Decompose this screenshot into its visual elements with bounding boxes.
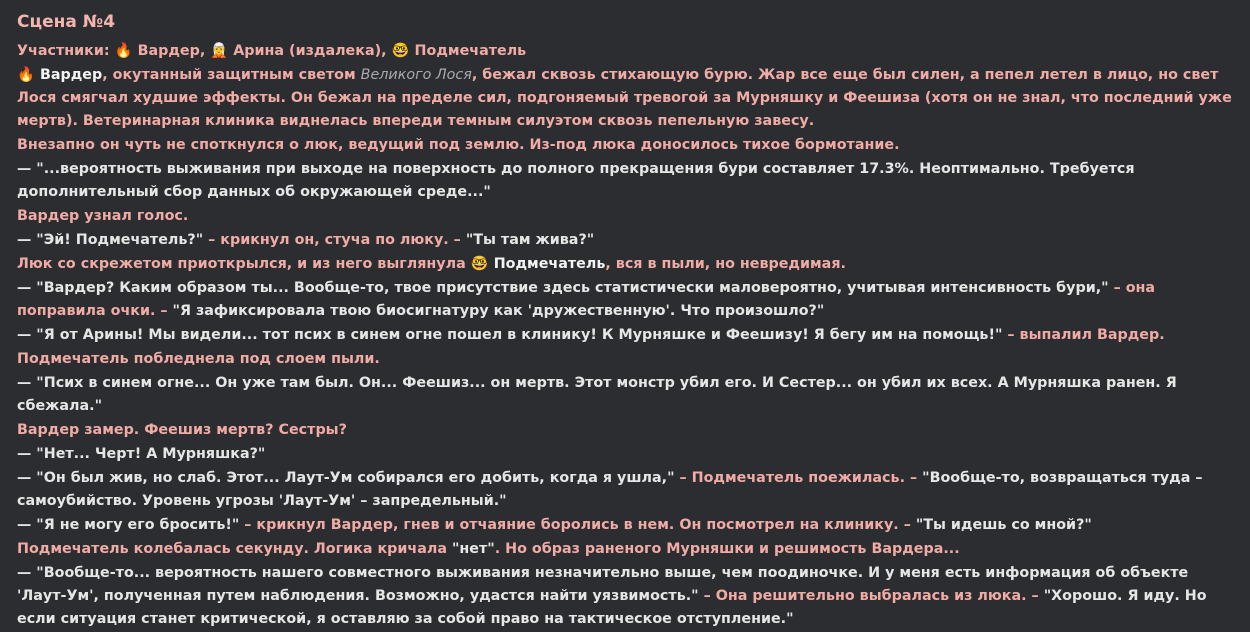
narration-text: , вся в пыли, но невредимая. (605, 256, 846, 272)
dialogue-text: "Ты там жива?" (465, 232, 595, 248)
story-paragraph-1 (17, 64, 1233, 133)
dialogue-text: — "Эй! Подмечатель?" (17, 232, 204, 248)
dialogue-text: "Я зафиксировала твою биосигнатуру как 'дружественную'. Что произошло?" (172, 303, 825, 319)
character-name-vardar: Вардер (39, 67, 103, 83)
participants-line (17, 40, 1233, 63)
participant-vardar: Вардер, (137, 43, 206, 59)
dialogue-paragraph-10: — "Псих в синем огне... Он уже там был. Он... Феешиз... он мертв. Этот монстр убил его. И Сестер... он убил их всех. А Мурняшка ранен. Я сбежала." (17, 375, 1177, 414)
italic-text: Великого Лося (360, 67, 472, 83)
narration-text: – Она решительно выбралась из люка. – (698, 588, 1044, 604)
narration-text: – выпалил Вардер. (1002, 327, 1165, 343)
dialogue-text: — "Я от Арины! Мы видели... тот псих в синем огне пошел в клинику! К Мурняшке и Феешизу! Я бегу им на помощь!" (17, 327, 1003, 343)
narration-text: , окутанный защитным светом (102, 67, 361, 83)
story-paragraph-11: Вардер замер. Феешиз мертв? Сестры? (17, 422, 347, 438)
dialogue-text: — "Вардер? Каким образом ты... Вообще-то, твое присутствие здесь статистически маловероятно, учитывая интенсивность бури," (17, 280, 1109, 296)
narration-text: . Но образ раненого Мурняшки и решимость Вардера... (494, 541, 960, 557)
dialogue-text: "нет" (451, 541, 495, 557)
story-paragraph-6 (17, 253, 1233, 276)
dialogue-text: — "Я не могу его бросить!" (17, 517, 240, 533)
participants-label: Участники: (17, 43, 110, 59)
elf-icon: 🧝 (210, 43, 229, 59)
narration-text: Подмечатель колебалась секунду. Логика кричала (17, 541, 452, 557)
dialogue-text: — "Он был жив, но слаб. Этот... Лаут-Ум собирался его добить, когда я ушла," (17, 470, 675, 486)
narration-text: Люк со скрежетом приоткрылся, и из него выглянула (17, 256, 471, 272)
character-name-observer: Подмечатель (493, 256, 606, 272)
narration-text: – Подмечатель поежилась. – (674, 470, 923, 486)
dialogue-paragraph-13 (17, 467, 1233, 513)
nerd-face-icon: 🤓 (391, 43, 410, 59)
dialogue-text: "Ты идешь со мной?" (915, 517, 1092, 533)
fire-icon: 🔥 (114, 43, 133, 59)
dialogue-paragraph-7 (17, 277, 1233, 323)
participant-observer: Подмечатель (414, 43, 527, 59)
scene-title: Сцена №4 (17, 12, 116, 32)
dialogue-text: "Хорошо. Я иду. Но если ситуация станет критической, я оставляю за собой право на тактическое отступление." (17, 588, 1207, 627)
dialogue-paragraph-3: — "...вероятность выживания при выходе на поверхность до полного прекращения бури составляет 17.3%. Неоптимально. Требуется дополнительный сбор данных об окружающей среде..." (17, 161, 1135, 200)
story-paragraph-15 (17, 538, 1233, 561)
narration-text: , бежал сквозь стихающую бурю. Жар все еще был силен, а пепел летел в лицо, но свет Лося смягчал худшие эффекты. Он бежал на пределе сил, подгоняемый тревогой за Мурняшку и Феешиза (хотя он не знал, что последний уже мертв). Ветеринарная клиника виднелась впереди темным силуэтом сквозь пепельную завесу. (17, 67, 1232, 129)
narration-text: – она поправила очки. – (17, 280, 1156, 319)
dialogue-paragraph-12: — "Нет... Черт! А Мурняшка?" (17, 446, 266, 462)
message-content (17, 8, 1233, 632)
participant-arina: Арина (издалека), (233, 43, 387, 59)
fire-icon: 🔥 (17, 67, 35, 83)
story-paragraph-9: Подмечатель побледнела под слоем пыли. (17, 351, 380, 367)
dialogue-text: "Вообще-то, возвращаться туда – самоубийство. Уровень угрозы 'Лаут-Ум' – запредельный." (17, 470, 1203, 509)
dialogue-paragraph-14 (17, 514, 1233, 537)
dialogue-text: — "Вообще-то... вероятность нашего совместного выживания незначительно выше, чем поодиночке. И у меня есть информация об объекте 'Лаут-Ум', полученная путем наблюдения. Возможно, удастся найти уязвимость." (17, 565, 1189, 604)
story-paragraph-2: Внезапно он чуть не споткнулся о люк, ведущий под землю. Из-под люка доносилось тихое бормотание. (17, 137, 900, 153)
nerd-face-icon: 🤓 (470, 256, 489, 272)
narration-text: – крикнул он, стуча по люку. – (203, 232, 466, 248)
story-paragraph-4: Вардер узнал голос. (17, 208, 189, 224)
dialogue-paragraph-8 (17, 324, 1233, 347)
narration-text: – крикнул Вардер, гнев и отчаяние боролись в нем. Он посмотрел на клинику. – (239, 517, 916, 533)
dialogue-paragraph-5 (17, 229, 1233, 252)
dialogue-paragraph-16 (17, 562, 1233, 631)
